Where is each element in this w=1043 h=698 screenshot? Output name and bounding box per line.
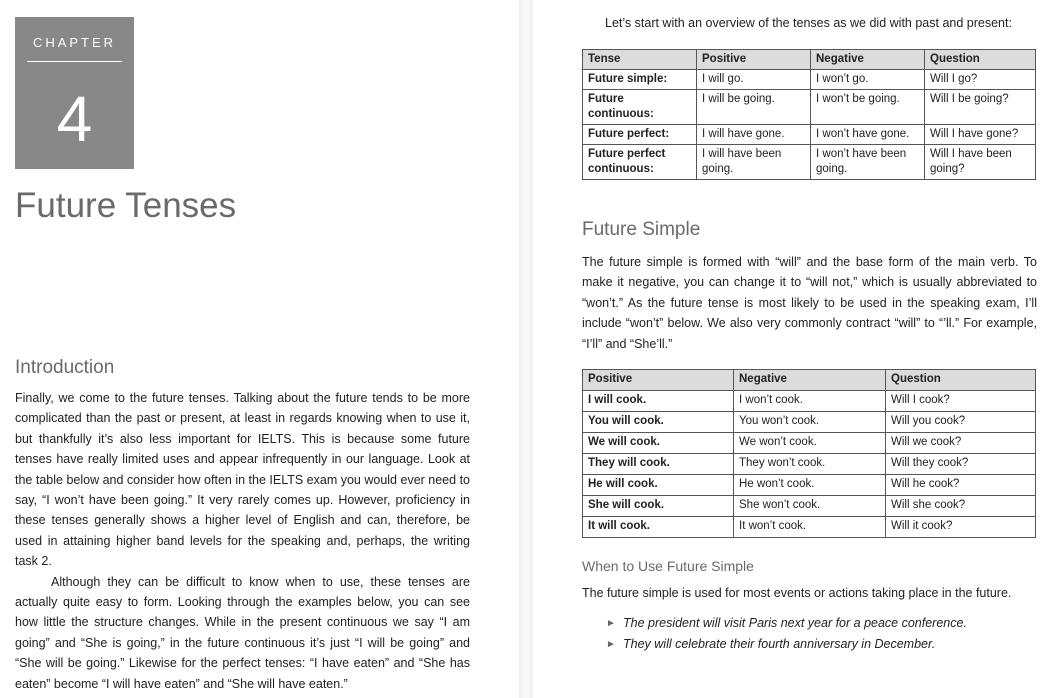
chapter-number: 4 bbox=[56, 83, 93, 155]
table-row bbox=[583, 517, 1036, 538]
example-sentence: The president will visit Paris next year for a peace conference. bbox=[623, 616, 967, 630]
column-header: Negative bbox=[811, 50, 925, 70]
table-cell: She will cook. bbox=[583, 496, 734, 517]
page-gutter bbox=[519, 0, 533, 698]
chapter-label: CHAPTER bbox=[32, 35, 117, 50]
table-cell: She won’t cook. bbox=[734, 496, 886, 517]
chapter-title: Future Tenses bbox=[15, 186, 237, 225]
table-cell: Will I go? bbox=[925, 70, 1036, 90]
future-simple-heading: Future Simple bbox=[582, 219, 701, 240]
table-header-row bbox=[583, 50, 1036, 70]
list-item bbox=[606, 634, 967, 655]
table-row bbox=[583, 496, 1036, 517]
column-header: Positive bbox=[583, 370, 734, 391]
table-cell: I will have gone. bbox=[697, 125, 811, 145]
table-cell: You won’t cook. bbox=[734, 412, 886, 433]
table-cell: Will we cook? bbox=[886, 433, 1036, 454]
left-page bbox=[0, 0, 519, 698]
table-cell: Will I have been going? bbox=[925, 145, 1036, 180]
column-header: Tense bbox=[583, 50, 697, 70]
table-cell: I will be going. bbox=[697, 90, 811, 125]
table-cell: I won’t be going. bbox=[811, 90, 925, 125]
table-cell: I won’t cook. bbox=[734, 391, 886, 412]
when-to-use-text: The future simple is used for most events or actions taking place in the future. bbox=[582, 586, 1012, 600]
list-item bbox=[606, 613, 967, 634]
table-cell: I will cook. bbox=[583, 391, 734, 412]
chapter-divider bbox=[27, 61, 122, 62]
overview-intro: Let’s start with an overview of the tenses as we did with past and present: bbox=[605, 16, 1012, 30]
table-cell: I won’t have gone. bbox=[811, 125, 925, 145]
future-simple-text: The future simple is formed with “will” and the base form of the main verb. To make it negative, you can change it to “will not,” which is usually abbreviated to “won’t.” As the future tense is most likely to be used in the speaking exam, I’ll include “won’t” below. We also very commonly contract “will” to “’ll.” For example, “I’ll” and “She’ll.” bbox=[582, 255, 1037, 351]
table-cell: We will cook. bbox=[583, 433, 734, 454]
chapter-badge bbox=[15, 17, 134, 169]
intro-paragraph: Finally, we come to the future tenses. Talking about the future tends to be more complicated than the past or present, at least in regards knowing when to use it, but thankfully it’s also less important for IELTS. This is because some future tenses have really limited uses and appear infrequently in our language. Look at the table below and consider how often in the IELTS exam you would ever need to say, “I won’t have been going.” It very rarely comes up. However, proficiency in these tenses generally shows a higher level of English and can, therefore, be used in attaining higher band levels for the speaking and, perhaps, the writing task 2. bbox=[15, 391, 470, 569]
tense-overview-table bbox=[582, 49, 1036, 180]
example-list bbox=[606, 613, 967, 655]
triangle-right-icon: ► bbox=[606, 618, 616, 629]
column-header: Negative bbox=[734, 370, 886, 391]
table-cell: We won’t cook. bbox=[734, 433, 886, 454]
table-cell: I won’t go. bbox=[811, 70, 925, 90]
table-header-row bbox=[583, 370, 1036, 391]
table-row bbox=[583, 70, 1036, 90]
table-cell: Will I have gone? bbox=[925, 125, 1036, 145]
table-cell: Will it cook? bbox=[886, 517, 1036, 538]
column-header: Question bbox=[886, 370, 1036, 391]
table-row bbox=[583, 90, 1036, 125]
table-row bbox=[583, 412, 1036, 433]
table-cell: Future perfect continuous: bbox=[583, 145, 697, 180]
table-cell: Will you cook? bbox=[886, 412, 1036, 433]
table-cell: They won’t cook. bbox=[734, 454, 886, 475]
table-cell: It won’t cook. bbox=[734, 517, 886, 538]
table-cell: Future continuous: bbox=[583, 90, 697, 125]
table-row bbox=[583, 475, 1036, 496]
intro-text bbox=[15, 388, 470, 694]
table-cell: Future perfect: bbox=[583, 125, 697, 145]
future-simple-table bbox=[582, 369, 1036, 538]
table-cell: He will cook. bbox=[583, 475, 734, 496]
when-to-use-heading: When to Use Future Simple bbox=[582, 558, 754, 574]
table-cell: They will cook. bbox=[583, 454, 734, 475]
table-row bbox=[583, 145, 1036, 180]
table-cell: I will have been going. bbox=[697, 145, 811, 180]
table-cell: Will they cook? bbox=[886, 454, 1036, 475]
intro-paragraph: Although they can be difficult to know when to use, these tenses are actually quite easy to form. Looking through the examples below, you can see how little the structure changes. While in the present continuous we say “I am going” and “She is going,” in the future continuous it’s just “I will be going” and “She will be going.” Likewise for the perfect tenses: “I have eaten” and “She has eaten” become “I will have eaten” and “She will have eaten.” bbox=[15, 574, 470, 691]
table-cell: Will she cook? bbox=[886, 496, 1036, 517]
table-row bbox=[583, 391, 1036, 412]
table-cell: He won’t cook. bbox=[734, 475, 886, 496]
table-row bbox=[583, 433, 1036, 454]
section-heading: Introduction bbox=[15, 357, 115, 378]
table-cell: Will I be going? bbox=[925, 90, 1036, 125]
table-cell: It will cook. bbox=[583, 517, 734, 538]
column-header: Question bbox=[925, 50, 1036, 70]
table-cell: I won’t have been going. bbox=[811, 145, 925, 180]
table-cell: I will go. bbox=[697, 70, 811, 90]
table-cell: You will cook. bbox=[583, 412, 734, 433]
table-cell: Will he cook? bbox=[886, 475, 1036, 496]
column-header: Positive bbox=[697, 50, 811, 70]
table-row bbox=[583, 454, 1036, 475]
triangle-right-icon: ► bbox=[606, 639, 616, 650]
example-sentence: They will celebrate their fourth anniversary in December. bbox=[623, 637, 936, 651]
table-cell: Future simple: bbox=[583, 70, 697, 90]
table-row bbox=[583, 125, 1036, 145]
table-cell: Will I cook? bbox=[886, 391, 1036, 412]
